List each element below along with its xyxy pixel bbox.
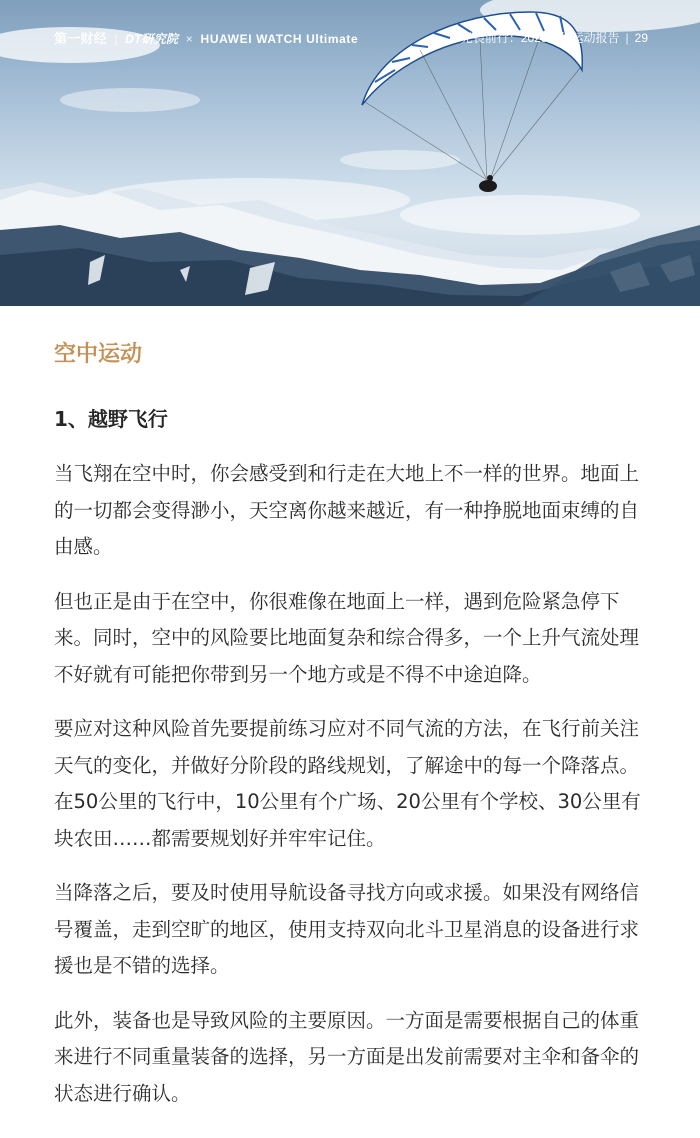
subsection-title: 1、越野飞行 bbox=[54, 407, 168, 431]
brand-separator: × bbox=[185, 32, 193, 46]
brand-dt-logo: DT研究院 bbox=[125, 32, 179, 46]
hero-image bbox=[0, 0, 700, 306]
brand-logos: 第一财经 | DT研究院 × HUAWEI WATCH Ultimate bbox=[54, 31, 359, 46]
page-number: 29 bbox=[634, 31, 648, 45]
section-title: 空中运动 bbox=[54, 342, 143, 367]
page-info bbox=[461, 29, 648, 46]
report-title: 无畏前行：2023户外运动报告 bbox=[460, 31, 620, 45]
paragraph: 要应对这种风险首先要提前练习应对不同气流的方法，在飞行前关注天气的变化，并做好分阶段的路线规划，了解途中的每一个降落点。在50公里的飞行中，10公里有个广场、20公里有个学校、30公里有块农田……都需要规划好并牢牢记住。 bbox=[54, 717, 641, 850]
brand-partner-logo: HUAWEI WATCH Ultimate bbox=[200, 32, 359, 46]
paragraph: 当飞翔在空中时，你会感受到和行走在大地上不一样的世界。地面上的一切都会变得渺小，天空离你越来越近，有一种挣脱地面束缚的自由感。 bbox=[54, 462, 640, 558]
article-body bbox=[54, 340, 654, 1112]
page-divider: | bbox=[625, 31, 629, 45]
paragraph: 当降落之后，要及时使用导航设备寻找方向或求援。如果没有网络信号覆盖，走到空旷的地区，使用支持双向北斗卫星消息的设备进行求援也是不错的选择。 bbox=[54, 881, 640, 977]
brand-yicai-logo: 第一财经 bbox=[54, 31, 107, 46]
report-header bbox=[0, 0, 700, 70]
paragraph: 但也正是由于在空中，你很难像在地面上一样，遇到危险紧急停下来。同时，空中的风险要比地面复杂和综合得多，一个上升气流处理不好就有可能把你带到另一个地方或是不得不中途迫降。 bbox=[54, 589, 640, 686]
paragraph: 此外，装备也是导致风险的主要原因。一方面是需要根据自己的体重来进行不同重量装备的选择，另一方面是出发前需要对主伞和备伞的状态进行确认。 bbox=[54, 1008, 640, 1105]
